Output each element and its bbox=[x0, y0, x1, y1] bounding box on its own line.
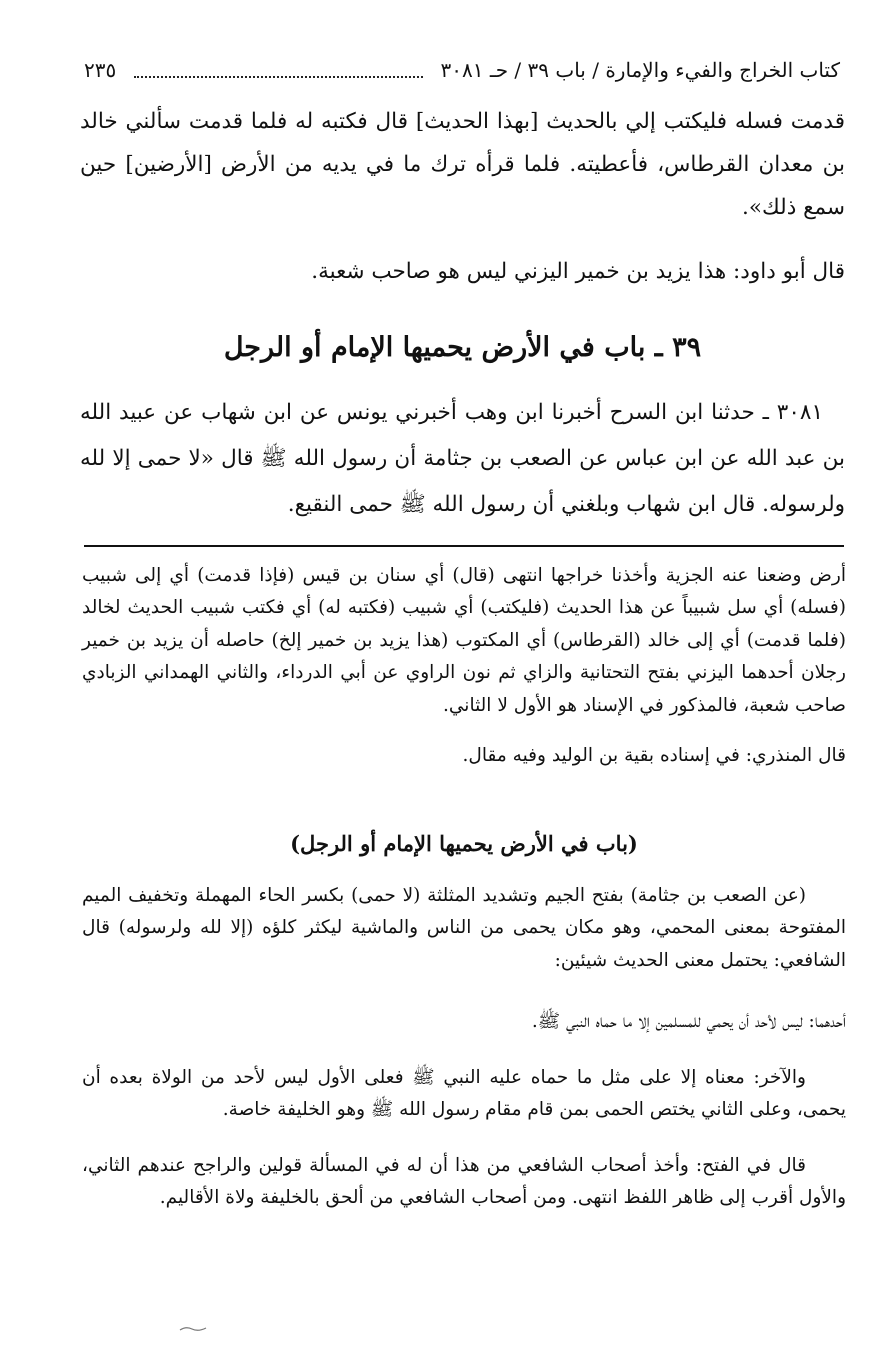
commentary-heading: (باب في الأرض يحميها الإمام أو الرجل) bbox=[290, 831, 638, 856]
commentary-text: أحدهما: ليس لأحد أن يحمي للمسلمين إلا ما حماه النبي ﷺ. bbox=[531, 1011, 846, 1032]
hadith-3081-text: ٣٠٨١ ـ حدثنا ابن السرح أخبرنا ابن وهب أخبرني يونس عن ابن شهاب عن عبيد الله بن عبد الله عن ابن عباس عن الصعب بن جثامة أن رسول الله ﷺ قال «لا حمى إلا لله ولرسوله. قال ابن شهاب وبلغني أن رسول الله ﷺ حمى النقيع. bbox=[80, 400, 845, 517]
abu-dawud-note bbox=[80, 250, 867, 293]
header-dotted-leader bbox=[134, 62, 422, 78]
page-number: ٢٣٥ bbox=[84, 58, 117, 82]
commentary-paragraph bbox=[82, 1062, 846, 1127]
scan-artifact bbox=[178, 1322, 208, 1336]
commentary-text: أرض وضعنا عنه الجزية وأخذنا خراجها انتهى (قال) أي سنان بن قيس (فإذا قدمت) أي إلى شبيب (فسله) أي سل شبيباً عن هذا الحديث (فليكتب) أي شبيب (فكتبه له) أي فكتب شبيب الحديث لخالد (فلما قدمت) أي إلى خالد (القرطاس) أي المكتوب (هذا يزيد بن خمير إلخ) حاصله أن يزيد بن خمير رجلان أحدهما اليزني بفتح التحتانية والزاي ثم نون الراوي عن أبي الدرداء، والثاني الهمداني الزبادي صاحب شعبة، فالمذكور في الإسناد هو الأول لا الثاني. bbox=[82, 565, 846, 716]
abu-dawud-note-text: قال أبو داود: هذا يزيد بن خمير اليزني ليس هو صاحب شعبة. bbox=[311, 259, 845, 284]
commentary-paragraph bbox=[82, 1006, 886, 1038]
running-header bbox=[84, 48, 840, 92]
header-title: كتاب الخراج والفيء والإمارة / باب ٣٩ / حـ ٣٠٨١ bbox=[440, 58, 840, 82]
mundhiri-note-text: قال المنذري: في إسناده بقية بن الوليد وفيه مقال. bbox=[462, 745, 846, 766]
commentary-paragraph bbox=[82, 1150, 846, 1215]
mundhiri-note bbox=[82, 740, 889, 772]
footnote-separator bbox=[84, 545, 844, 547]
commentary-paragraph bbox=[82, 560, 846, 722]
commentary-text: (عن الصعب بن جثامة) بفتح الجيم وتشديد المثلثة (لا حمى) بكسر الحاء المهملة وتخفيف الميم المفتوحة بمعنى المحمي، وهو مكان يحمى من الناس والماشية ليكثر كلؤه (إلا لله ولرسوله) قال الشافعي: يحتمل معنى الحديث شيئين: bbox=[82, 885, 846, 971]
hadith-3081 bbox=[80, 390, 845, 528]
commentary-text: والآخر: معناه إلا على مثل ما حماه عليه النبي ﷺ فعلى الأول ليس لأحد من الولاة بعده أن يحمى، وعلى الثاني يختص الحمى بمن قام مقام رسول الله ﷺ وهو الخليفة خاصة. bbox=[82, 1067, 846, 1121]
hadith-continuation-text: قدمت فسله فليكتب إلي بالحديث [بهذا الحديث] قال فكتبه له فلما قدمت سألني خالد بن معدان القرطاس، فأعطيته. فلما قرأه ترك ما في يديه من الأرض [الأرضين] حين سمع ذلك». bbox=[80, 109, 845, 220]
commentary-text: قال في الفتح: وأخذ أصحاب الشافعي من هذا أن له في المسألة قولين والراجح عندهم الثاني، والأول أقرب إلى ظاهر اللفظ انتهى. ومن أصحاب الشافعي من ألحق بالخليفة ولاة الأقاليم. bbox=[82, 1155, 846, 1209]
hadith-continuation bbox=[80, 100, 845, 229]
chapter-heading: ٣٩ ـ باب في الأرض يحميها الإمام أو الرجل bbox=[223, 332, 702, 363]
commentary-paragraph bbox=[82, 880, 846, 977]
